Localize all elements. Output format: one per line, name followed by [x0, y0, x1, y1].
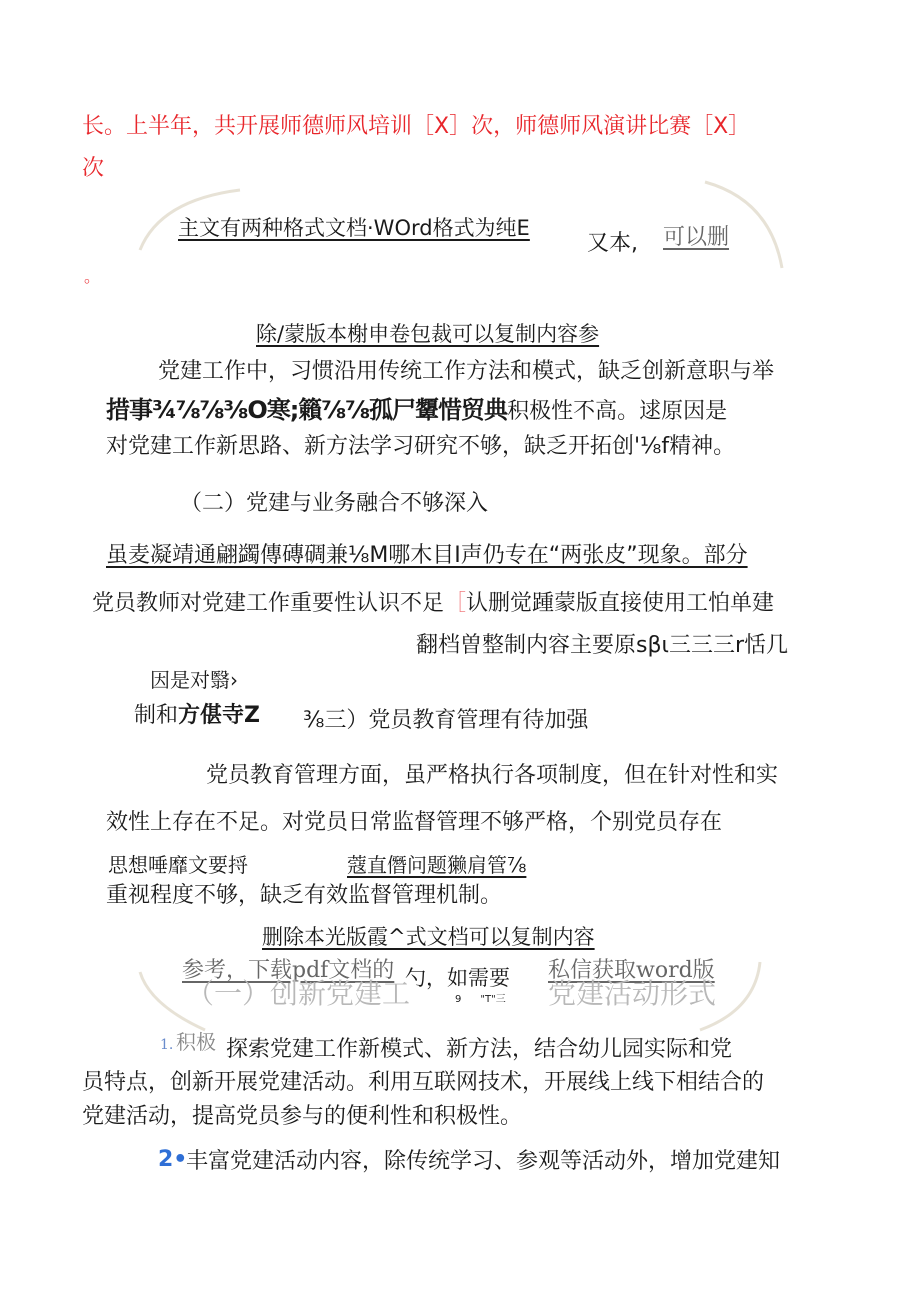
- list-item-1-line-2: 员特点，创新开展党建活动。利用互联网技术，开展线上线下相结合的: [82, 1070, 765, 1095]
- para2-line-5: [134, 701, 260, 731]
- notice-text-c: 可以删: [663, 225, 730, 250]
- list-item-1-line-1: 探索党建工作新模式、新方法，结合幼儿园实际和党: [226, 1037, 733, 1062]
- para1-line-2-garbled: 措事¾⅞⅞⅜O寒;籟⅞⅞孤尸顰惜贸典: [106, 396, 508, 424]
- notice-line-2: 除/蒙版本榭申卷包裁可以复制内容参: [256, 322, 600, 346]
- para3-line-4: 重视程度不够，缺乏有效监督管理机制。: [106, 883, 503, 908]
- notice-text-a: 主文有两种格式文档·WOrd格式为纯E: [178, 216, 530, 240]
- para2-line-5-b: 方偡寺Z: [178, 703, 260, 728]
- notice2-line-1: 删除本光版霞^式文档可以复制内容: [262, 925, 595, 949]
- para2-line-4: 因是对翳›: [150, 668, 238, 692]
- notice2-line-3-a: （一）创新党建工: [186, 977, 411, 1010]
- para1-line-2-rest: 积极性不高。逑原因是: [507, 399, 728, 424]
- para2-line-5-a: 制和: [134, 703, 179, 728]
- list-number-1: 1.: [160, 1037, 174, 1053]
- heading-3: ⅜三）党员教育管理有待加强: [303, 708, 589, 733]
- notice2-line-2-b: 勺，如需要: [405, 966, 510, 990]
- para1-line-1: 党建工作中，习惯沿用传统工作方法和模式，缺乏创新意职与举: [158, 359, 775, 384]
- list-item-1-line-3: 党建活动，提高党员参与的便利性和积极性。: [82, 1104, 523, 1129]
- decorative-arc-top: [0, 0, 920, 300]
- notice2-line-2-c: 私信获取word版: [548, 958, 715, 983]
- para2-line-2-bracket: ［: [444, 591, 467, 616]
- para1-line-2: [106, 395, 727, 427]
- notice-text-b: 又本,: [587, 231, 638, 256]
- list-faint-1: 积极: [176, 1030, 216, 1054]
- para2-line-3: 翻档曽整制内容主要原sβι三三三r恬几: [416, 633, 788, 658]
- para2-line-2: [92, 589, 774, 619]
- notice-dot: 。: [84, 267, 101, 286]
- heading-2: （二）党建与业务融合不够深入: [180, 491, 489, 516]
- para3-line-3-a: 思想唾靡文要捋: [108, 853, 248, 877]
- notice2-line-2-a: 参考，下载pdf文档的: [182, 958, 395, 983]
- red-text-line-2: 次: [82, 156, 105, 181]
- para3-line-2: 效性上存在不足。对党员日常监督管理不够严格，个别党员存在: [106, 810, 723, 835]
- para2-line-2-a: 党员教师对党建工作重要性认识不足: [92, 591, 445, 616]
- para2-line-2-b: 认删觉踵蒙版直接使用工怕单建: [466, 591, 775, 616]
- para3-line-3-b: 蔻直僭问题獭肩管⅞: [347, 853, 527, 877]
- notice2-line-3-c: 党建活动形式: [548, 977, 717, 1010]
- red-text-line-1: 长。上半年，共开展师德师风培训［X］次，师德师风演讲比赛［X］: [82, 114, 751, 139]
- para1-line-3: 对党建工作新思路、新方法学习研究不够，缺乏开拓创'⅛f精神。: [106, 434, 736, 459]
- para3-line-1: 党员教育管理方面，虽严格执行各项制度，但在针对性和实: [206, 763, 779, 788]
- para2-line-1: 虽麦凝靖通翩蠲傳磚碉兼⅛M哪木目I声仍专在“两张皮”现象。部分: [106, 543, 748, 568]
- list-number-2: 2•: [158, 1147, 188, 1172]
- list-item-2-line-1: 丰富党建活动内容，除传统学习、参观等活动外，增加党建知: [186, 1149, 781, 1174]
- notice2-line-3-small: 9 "T"三: [455, 994, 506, 1005]
